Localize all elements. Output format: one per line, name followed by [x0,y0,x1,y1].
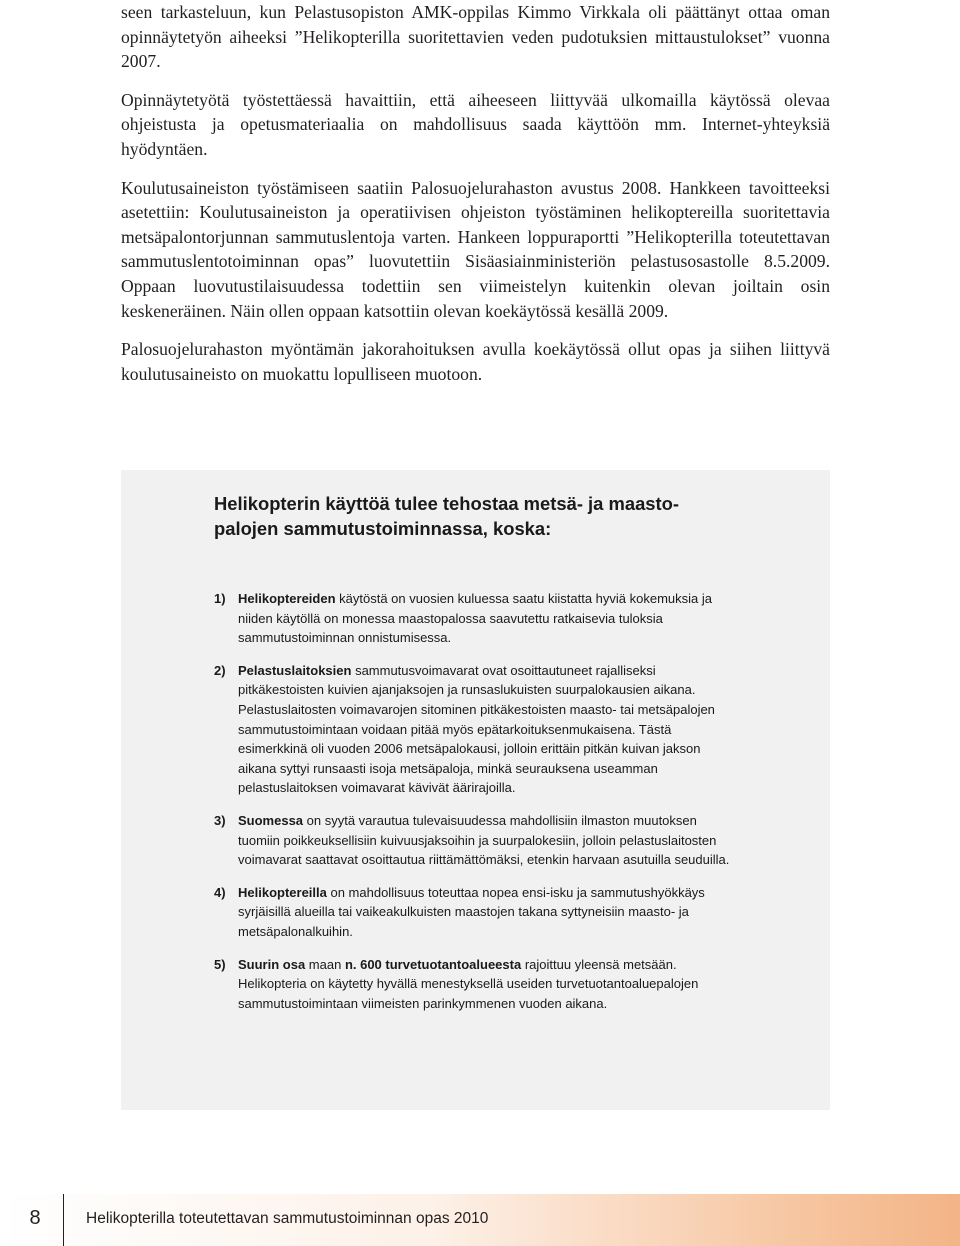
page-footer [0,1194,960,1246]
list-item [214,589,734,648]
body-text [121,0,830,400]
list-item-text: on syytä varautua tulevaisuudessa mahdollisiin ilmaston muutoksen tuomiin poikkeuksellisiin kuivuusjaksoihin ja suurpalokesiin, jolloin pelastuslaitosten voimavarat saattavat osoittautua riittämättömäksi, etenkin harvaan asutuilla seuduilla. [238,812,730,868]
list-item-text: maan [305,956,345,972]
list-item-lead: Suurin osa [238,956,306,972]
info-box-title-line-1: Helikopterin käyttöä tulee tehostaa metsä- ja maasto- [214,493,680,514]
footer-divider [63,1194,64,1246]
list-item-number: 1) [214,591,226,606]
list-item-text-2: rajoittuu yleensä metsään. Helikopteria on käytetty hyvällä menestyksellä useiden turvetuotantoaluepalojen sammutustoimintaan viimeisten parinkymmenen vuoden aikana. [238,956,699,1011]
paragraph-3: Koulutusaineiston työstämiseen saatiin Palosuojelurahaston avustus 2008. Hankkeen tavoitteeksi asetettiin: Koulutusaineiston ja operatiivisen ohjeiston työstäminen helikoptereilla suoritettavia metsäpalontorjunnan sammutuslentoja varten. Hankeen loppuraportti ”Helikopterilla toteutettavan sammutuslentotoiminnan opas” luovutettiin Sisäasiainministeriön pelastusosastolle 8.5.2009. Oppaan luovutustilaisuudessa todettiin sen viimeistelyn kuitenkin olevan joiltain osin keskeneräinen. Näin ollen oppaan katsottiin olevan koekäytössä kesällä 2009. [121,177,830,321]
reasons-list [214,589,734,1026]
paragraph-2: Opinnäytetyötä työstettäessä havaittiin, että aiheeseen liittyvää ulkomailla käytössä olevaa ohjeistusta ja opetusmateriaalia on mahdollisuus saada käyttöön mm. Internet-yhteyksiä hyödyntäen. [121,89,830,159]
list-item-number: 4) [214,884,226,900]
list-item-text: on mahdollisuus toteuttaa nopea ensi-isku ja sammutushyökkäys syrjäisillä alueilla tai vaikeakulkuisten maastojen takana syttyneisiin maasto- ja metsäpalonalkuihin. [238,884,705,939]
list-item [214,811,734,870]
list-item-lead: Suomessa [238,812,304,828]
list-item-lead: Pelastuslaitoksien [238,662,352,678]
list-item-lead-2: n. 600 turvetuotantoalueesta [344,956,522,972]
list-item-number: 2) [214,662,226,678]
info-box-title-line-2: palojen sammutustoiminnassa, koska: [214,517,552,539]
list-item-number: 3) [214,812,226,828]
paragraph-4: Palosuojelurahaston myöntämän jakorahoituksen avulla koekäytössä ollut opas ja siihen liittyvä koulutusaineisto on muokattu lopulliseen muotoon. [121,339,830,384]
list-item [214,661,734,798]
list-item-text: käytöstä on vuosien kuluessa saatu kiistatta hyviä kokemuksia ja niiden käytöllä on monessa maastopalossa saavutettu ratkaisevia tuloksia sammutustoiminnan onnistumisessa. [238,591,713,646]
list-item [214,955,734,1014]
page-number: 8 [29,1207,41,1229]
footer-title: Helikopterilla toteutettavan sammutustoiminnan opas 2010 [86,1210,489,1227]
list-item [214,883,734,942]
list-item-text: sammutusvoimavarat ovat osoittautuneet rajalliseksi pitkäkestoisten kuivien ajanjaksojen ja runsaslukuisten suurpalokausien aikana. Pelastuslaitosten voimavarojen sitominen pitkäkestoisten maasto- tai metsäpalojen sammutustoimintaan voidaan pitää myös epätarkoituksenmukaisena. Tästä esimerkkinä oli vuoden 2006 metsäpalokausi, jolloin erittäin pitkän kuivan jakson aikana syttyi runsaasti isoja metsäpaloja, minkä seurauksena useamman pelastuslaitoksen voimavarat kävivät äärirajoilla. [238,662,715,796]
paragraph-1: seen tarkasteluun, kun Pelastusopiston AMK-oppilas Kimmo Virkkala oli päättänyt ottaa oman opinnäytetyön aiheeksi ”Helikopterilla suoritettavien veden pudotuksien mittaustulokset” vuonna 2007. [121,2,830,72]
info-box [121,470,830,1110]
info-box-title [214,492,774,541]
list-item-lead: Helikoptereiden [238,591,336,606]
list-item-lead: Helikoptereilla [238,884,327,900]
list-item-number: 5) [214,956,226,972]
